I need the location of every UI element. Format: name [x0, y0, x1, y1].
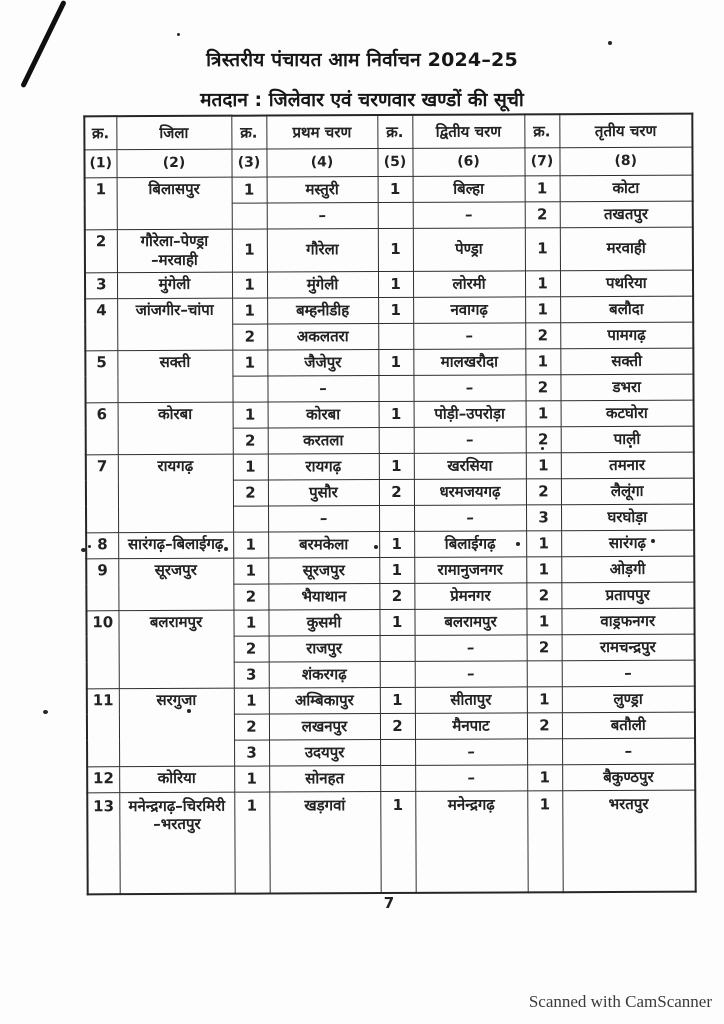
phase-number-cell: 1 [526, 556, 561, 582]
phase-number-cell: 1 [527, 764, 562, 790]
phase-number-cell: 1 [234, 688, 269, 714]
phase-number-cell: 1 [232, 229, 267, 272]
column-header: क्र. [524, 114, 559, 148]
district-cell: गौरेला–पेण्ड्रा –मरवाही [117, 229, 232, 272]
district-cell: सूरजपुर [118, 558, 233, 611]
phase-number-cell [380, 661, 415, 687]
phase-name-cell: मस्तुरी [267, 177, 378, 203]
phase-number-cell: 2 [234, 636, 269, 662]
phase-name-cell: कोरबा [268, 401, 379, 427]
phase-number-cell: 3 [234, 662, 269, 688]
district-cell: सक्ती [117, 350, 232, 403]
phase-name-cell: कुसमी [268, 609, 379, 635]
phase-name-cell: पोड़ी–उपरोड़ा [414, 400, 526, 426]
column-number: (6) [412, 148, 524, 176]
phase-name-cell: – [413, 322, 525, 348]
serial-cell: 12 [87, 766, 119, 792]
page-subtitle: मतदान : जिलेवार एवं चरणवार खण्डों की सूची [200, 89, 524, 111]
column-header: जिला [116, 116, 231, 150]
phase-name-cell: बम्हनीडीह [267, 297, 378, 323]
phase-name-cell: ओड़गी [561, 556, 694, 583]
serial-cell: 13 [87, 792, 119, 894]
phase-name-cell: भरतपुर [562, 790, 695, 893]
phase-number-cell: 1 [232, 350, 267, 376]
phase-number-cell: 1 [379, 453, 414, 479]
phase-name-cell: जैजेपुर [267, 349, 378, 375]
phase-name-cell: करतला [268, 427, 379, 453]
pen-stroke-mark [20, 0, 67, 88]
phase-name-cell: शंकरगढ़ [269, 661, 380, 687]
phase-name-cell: – [415, 738, 527, 764]
phase-name-cell: खरसिया [414, 452, 526, 478]
phase-name-cell: सूरजपुर [268, 557, 379, 583]
phase-name-cell: – [414, 426, 526, 452]
column-header: क्र. [231, 116, 266, 150]
phase-number-cell: 1 [525, 296, 560, 322]
phase-number-cell [527, 660, 562, 686]
phase-name-cell: रायगढ़ [268, 453, 379, 479]
table-body [85, 175, 696, 894]
phase-name-cell: अम्बिकापुर [269, 687, 380, 713]
phase-name-cell: तखतपुर [560, 201, 693, 228]
table-row [86, 530, 694, 559]
serial-cell: 9 [86, 558, 118, 610]
phase-number-cell: 1 [233, 454, 268, 480]
phase-name-cell: कटघोरा [561, 400, 694, 427]
phase-name-cell: प्रेमनगर [414, 582, 526, 608]
scan-artifact-dot [43, 710, 48, 714]
serial-cell: 10 [86, 610, 118, 688]
election-table [83, 113, 696, 896]
table-row [86, 608, 694, 637]
phase-number-cell: 2 [379, 583, 414, 609]
district-cell: कोरिया [119, 766, 234, 793]
phase-name-cell: – [413, 202, 525, 228]
phase-name-cell: – [267, 375, 378, 401]
camscanner-watermark: Scanned with CamScanner [528, 992, 712, 1011]
phase-number-cell: 1 [233, 402, 268, 428]
phase-name-cell: – [562, 660, 695, 687]
phase-name-cell: डभरा [560, 374, 693, 401]
table-row [86, 556, 694, 585]
phase-number-cell: 2 [232, 324, 267, 350]
phase-number-cell: 2 [379, 479, 414, 505]
phase-number-cell [233, 506, 268, 532]
phase-name-cell: बलौदा [560, 296, 693, 323]
phase-name-cell: रामानुजनगर [414, 556, 526, 582]
phase-name-cell: लोरमी [413, 270, 525, 296]
table-head [84, 114, 692, 178]
phase-name-cell: मरवाही [560, 227, 693, 270]
phase-number-cell: 1 [234, 792, 269, 894]
phase-name-cell: मैनपाट [415, 712, 527, 738]
phase-name-cell: – [562, 738, 695, 765]
phase-name-cell: – [415, 634, 527, 660]
phase-name-cell: अकलतरा [267, 323, 378, 349]
column-number: (4) [266, 149, 377, 177]
phase-name-cell: बतौली [562, 712, 695, 739]
page-title: त्रिस्तरीय पंचायत आम निर्वाचन 2024–25 [206, 49, 518, 71]
scan-artifact-dot [608, 41, 612, 45]
phase-name-cell: बैकुण्ठपुर [562, 764, 695, 791]
phase-number-cell: 1 [526, 400, 561, 426]
phase-number-cell: 1 [525, 348, 560, 374]
phase-name-cell: बलरामपुर [414, 608, 526, 634]
district-cell: सरगुजा [119, 688, 234, 767]
phase-name-cell: – [415, 660, 527, 686]
serial-cell: 11 [87, 688, 119, 766]
column-number: (7) [524, 148, 559, 176]
district-cell: मनेन्द्रगढ़–चिरमिरी –भरतपुर [119, 792, 234, 895]
phase-number-cell: 2 [380, 713, 415, 739]
phase-name-cell: गौरेला [267, 229, 378, 272]
column-header: तृतीय चरण [559, 114, 692, 148]
phase-name-cell: – [415, 764, 527, 790]
phase-number-cell: 2 [234, 714, 269, 740]
phase-name-cell: कोटा [560, 175, 693, 202]
district-cell: बिलासपुर [117, 177, 232, 230]
column-header: प्रथम चरण [266, 115, 377, 149]
phase-number-cell: 1 [234, 766, 269, 792]
serial-cell: 4 [85, 298, 117, 350]
phase-number-cell: 1 [232, 177, 267, 203]
phase-name-cell: लुण्ड्रा [562, 686, 695, 713]
district-cell: कोरबा [118, 402, 233, 455]
phase-name-cell: भैयाथान [268, 583, 379, 609]
phase-name-cell: – [267, 203, 378, 229]
district-cell: मुंगेली [117, 272, 232, 299]
phase-number-cell [232, 203, 267, 229]
phase-number-cell [380, 635, 415, 661]
table-row [85, 270, 693, 299]
phase-name-cell: पुसौर [268, 479, 379, 505]
phase-number-cell: 1 [525, 228, 560, 271]
phase-name-cell: घरघोड़ा [561, 504, 694, 531]
phase-number-cell [527, 738, 562, 764]
page-number: 7 [383, 894, 395, 912]
column-number: (5) [377, 148, 412, 176]
phase-number-cell: 1 [380, 791, 415, 893]
phase-number-cell: 1 [527, 686, 562, 712]
phase-name-cell: – [268, 505, 379, 531]
phase-number-cell: 1 [232, 272, 267, 298]
phase-name-cell: बरमकेला [268, 531, 379, 557]
table-row [85, 348, 693, 377]
phase-name-cell: नवागढ़ [413, 296, 525, 322]
phase-name-cell: पाली [561, 426, 694, 453]
phase-number-cell [379, 427, 414, 453]
phase-name-cell: पामगढ़ [560, 322, 693, 349]
phase-number-cell: 1 [380, 687, 415, 713]
serial-cell: 1 [85, 178, 117, 230]
phase-number-cell: 2 [526, 426, 561, 452]
serial-cell: 5 [85, 350, 117, 402]
phase-number-cell: 2 [525, 322, 560, 348]
phase-name-cell: – [414, 504, 526, 530]
phase-number-cell [378, 202, 413, 228]
phase-name-cell: मालखरौदा [413, 348, 525, 374]
phase-number-cell: 1 [379, 557, 414, 583]
serial-cell: 6 [86, 402, 118, 454]
phase-number-cell: 1 [526, 530, 561, 556]
phase-number-cell: 2 [527, 712, 562, 738]
district-cell: सारंगढ़–बिलाईगढ़ [118, 532, 233, 559]
phase-number-cell: 1 [379, 609, 414, 635]
phase-name-cell: – [413, 374, 525, 400]
table-row [85, 175, 693, 204]
phase-number-cell: 1 [378, 349, 413, 375]
phase-number-cell: 1 [526, 608, 561, 634]
phase-number-cell: 1 [378, 228, 413, 271]
phase-name-cell: उदयपुर [269, 739, 380, 765]
phase-number-cell: 1 [525, 270, 560, 296]
district-cell: रायगढ़ [118, 454, 233, 533]
table-row [86, 400, 694, 429]
phase-name-cell: सीतापुर [415, 686, 527, 712]
phase-number-cell: 1 [378, 176, 413, 202]
phase-name-cell: बिल्हा [413, 176, 525, 202]
phase-number-cell: 2 [233, 584, 268, 610]
phase-name-cell: तमनार [561, 452, 694, 479]
serial-cell: 8 [86, 532, 118, 558]
column-number: (2) [116, 149, 231, 178]
phase-number-cell: 1 [378, 271, 413, 297]
table-row [87, 764, 695, 793]
column-number: (3) [231, 149, 266, 177]
phase-name-cell: खड़गवां [269, 791, 380, 893]
phase-number-cell: 1 [378, 297, 413, 323]
phase-name-cell: बिलाईगढ़ [414, 530, 526, 556]
phase-name-cell: लखनपुर [269, 713, 380, 739]
column-header: क्र. [377, 115, 412, 149]
district-cell: बलरामपुर [118, 610, 233, 689]
phase-number-cell [378, 375, 413, 401]
phase-number-cell: 2 [526, 478, 561, 504]
table-row [85, 296, 693, 325]
phase-number-cell [232, 376, 267, 402]
phase-number-cell: 1 [232, 298, 267, 324]
table-row [87, 686, 695, 715]
phase-number-cell: 2 [526, 582, 561, 608]
phase-name-cell: प्रतापपुर [561, 582, 694, 609]
table-row [87, 790, 695, 895]
phase-name-cell: रामचन्द्रपुर [562, 634, 695, 661]
header-row [84, 114, 692, 150]
phase-name-cell: धरमजयगढ़ [414, 478, 526, 504]
phase-number-cell: 1 [233, 532, 268, 558]
column-number: (1) [84, 150, 116, 178]
phase-number-cell: 2 [527, 634, 562, 660]
phase-name-cell: सारंगढ़ [561, 530, 694, 557]
phase-number-cell: 2 [233, 428, 268, 454]
table-row [85, 227, 693, 272]
district-cell: जांजगीर–चांपा [117, 298, 232, 351]
scan-artifact-dot [177, 33, 180, 36]
phase-number-cell: 2 [233, 480, 268, 506]
phase-number-cell: 1 [379, 531, 414, 557]
phase-name-cell: मनेन्द्रगढ़ [415, 790, 527, 892]
phase-name-cell: सोनहत [269, 765, 380, 791]
phase-number-cell: 1 [233, 558, 268, 584]
phase-number-cell [378, 323, 413, 349]
phase-name-cell: लैलूंगा [561, 478, 694, 505]
phase-number-cell [380, 739, 415, 765]
phase-number-cell: 1 [379, 401, 414, 427]
phase-name-cell: राजपुर [269, 635, 380, 661]
column-number: (8) [559, 147, 692, 176]
phase-number-cell: 1 [527, 790, 562, 892]
phase-name-cell: मुंगेली [267, 271, 378, 297]
serial-cell: 2 [85, 230, 117, 273]
phase-name-cell: सक्ती [560, 348, 693, 375]
phase-number-cell: 1 [526, 452, 561, 478]
phase-number-cell [380, 765, 415, 791]
phase-number-cell: 1 [525, 176, 560, 202]
column-header: क्र. [84, 116, 116, 150]
phase-number-cell: 2 [525, 202, 560, 228]
serial-cell: 7 [86, 454, 118, 532]
serial-cell: 3 [85, 272, 117, 298]
column-header: द्वितीय चरण [412, 114, 524, 148]
column-number-row [84, 147, 692, 178]
phase-number-cell [379, 505, 414, 531]
phase-name-cell: वाड्रफनगर [561, 608, 694, 635]
phase-number-cell: 1 [233, 610, 268, 636]
phase-name-cell: पेण्ड्रा [413, 228, 525, 271]
table-row [86, 452, 694, 481]
phase-number-cell: 2 [525, 374, 560, 400]
phase-number-cell: 3 [526, 504, 561, 530]
phase-name-cell: पथरिया [560, 270, 693, 297]
phase-number-cell: 3 [234, 740, 269, 766]
